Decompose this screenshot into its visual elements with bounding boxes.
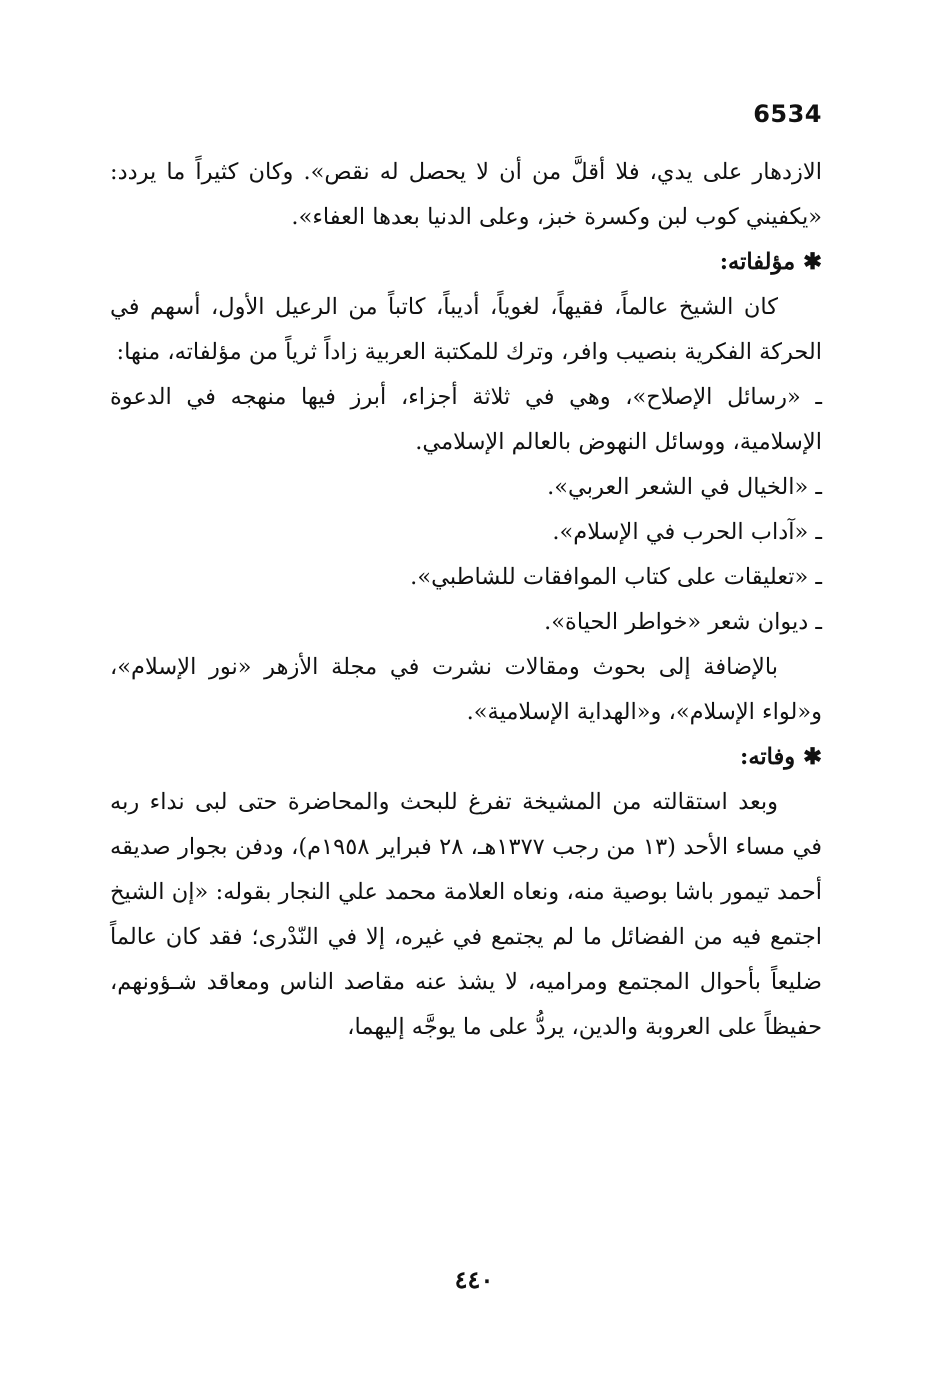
- star-bullet-icon: ✱: [803, 744, 822, 770]
- works-paragraph: كان الشيخ عالماً، فقيهاً، لغوياً، أديباً، كاتباً من الرعيل الأول، أسهم في الحركة الفكرية بنصيب وافر، وترك للمكتبة العربية زاداً ثرياً من مؤلفاته، منها:: [110, 294, 822, 365]
- intro-paragraph: الازدهار على يدي، فلا أقلَّ من أن لا يحصل له نقص». وكان كثيراً ما يردد: «يكفيني كوب لبن وكسرة خبز، وعلى الدنيا بعدها العفاء».: [110, 159, 822, 230]
- works-list-item: ـ ديوان شعر «خواطر الحياة».: [544, 609, 822, 635]
- works-list-item: ـ «آداب الحرب في الإسلام».: [552, 519, 822, 545]
- section-heading-works: [110, 240, 822, 285]
- page-number: ٤٤٠: [454, 1265, 494, 1294]
- section-heading-death: [110, 735, 822, 780]
- document-id: 6534: [753, 100, 822, 128]
- section-title-works: مؤلفاته:: [719, 249, 796, 275]
- death-paragraph: وبعد استقالته من المشيخة تفرغ للبحث والمحاضرة حتى لبى نداء ربه في مساء الأحد (١٣ من رجب ١٣٧٧هـ، ٢٨ فبراير ١٩٥٨م)، ودفن بجوار صديقه أحمد تيمور باشا بوصية منه، ونعاه العلامة محمد علي النجار بقوله: «إن الشيخ اجتمع فيه من الفضائل ما لم يجتمع في غيره، إلا في النّدْرى؛ فقد كان عالماً ضليعاً بأحوال المجتمع ومراميه، لا يشذ عنه مقاصد الناس ومعاقد شـؤونهم، حفيظاً على العروبة والدين، يردُّ على ما يوجَّه إليهما،: [110, 789, 822, 1040]
- works-list-item: ـ «تعليقات على كتاب الموافقات للشاطبي».: [410, 564, 822, 590]
- star-bullet-icon: ✱: [803, 249, 822, 275]
- works-list-item: ـ «رسائل الإصلاح»، وهي في ثلاثة أجزاء، أبرز فيها منهجه في الدعوة الإسلامية، ووسائل النهوض بالعالم الإسلامي.: [110, 384, 822, 455]
- section-title-death: وفاته:: [740, 744, 796, 770]
- works-closing-paragraph: بالإضافة إلى بحوث ومقالات نشرت في مجلة الأزهر «نور الإسلام»، و«لواء الإسلام»، و«الهداية الإسلامية».: [110, 654, 822, 725]
- works-list-item: ـ «الخيال في الشعر العربي».: [547, 474, 822, 500]
- page-body: [110, 150, 822, 1050]
